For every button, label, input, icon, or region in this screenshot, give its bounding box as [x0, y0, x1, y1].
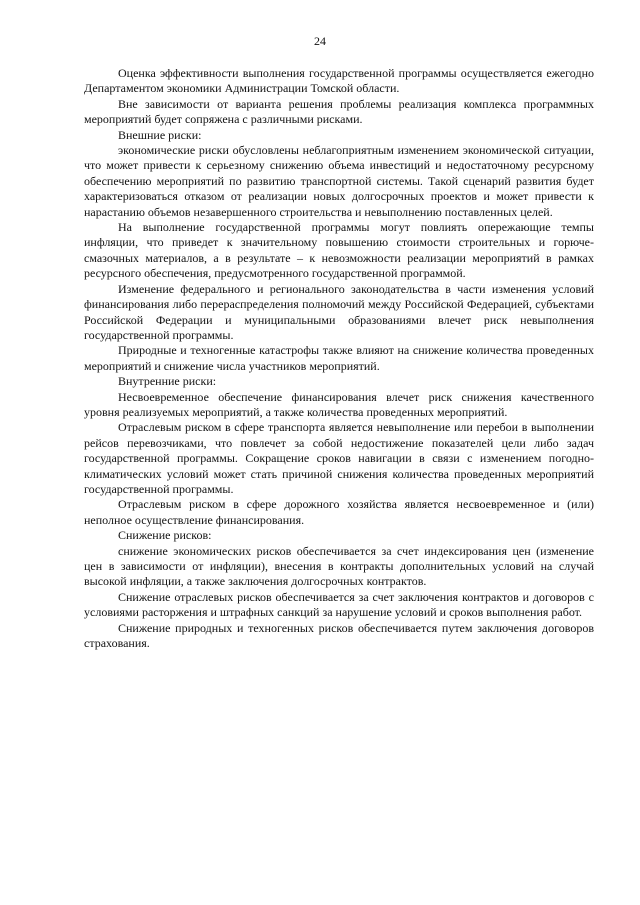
paragraph-sector-reduction: Снижение отраслевых рисков обеспечивается за счет заключения контрактов и договоров с условиями расторжения и штрафных санкций за нарушение условий и сроков выполнения работ. — [84, 589, 594, 620]
paragraph-road-risk: Отраслевым риском в сфере дорожного хозяйства является несвоевременное и (или) неполное осуществление финансирования. — [84, 497, 594, 527]
heading-external-risks: Внешние риски: — [118, 127, 202, 142]
paragraph-natural-reduction: Снижение природных и техногенных рисков обеспечивается путем заключения договоров страхования. — [84, 620, 594, 651]
paragraph-evaluation: Оценка эффективности выполнения государственной программы осуществляется ежегодно Департаментом экономики Администрации Томской области. — [84, 66, 594, 96]
paragraph-inflation: На выполнение государственной программы могут повлиять опережающие темпы инфляции, что приведет к значительному повышению стоимости строительных и горюче-смазочных материалов, а в результате – к невозможности реализации мероприятий в рамках ресурсного обеспечения, предусмотренного государственной программой. — [84, 220, 594, 281]
paragraph-transport-risk: Отраслевым риском в сфере транспорта является невыполнение или перебои в выполнении рейсов перевозчиками, что повлечет за собой недостижение показателей цели либо задач государственной программы. Сокращение сроков навигации в связи с изменением погодно-климатических условий может стать причиной снижения количества проведенных мероприятий государственной программы. — [84, 420, 594, 496]
paragraph-risks-intro: Вне зависимости от варианта решения проблемы реализация комплекса программных мероприятий будет сопряжена с различными рисками. — [84, 96, 594, 127]
heading-internal-risks: Внутренние риски: — [118, 374, 217, 389]
paragraph-disasters: Природные и техногенные катастрофы также влияют на снижение количества проведенных мероприятий и снижение числа участников мероприятий. — [84, 343, 594, 373]
paragraph-economic-risks: экономические риски обусловлены неблагоприятным изменением экономической ситуации, что может привести к серьезному снижению объема инвестиций и недостаточному ресурсному обеспечению мероприятий по развитию транспортной системы. Такой сценарий развития будет характеризоваться отказом от реализации новых долгосрочных проектов и может привести к нарастанию объемов незавершенного строительства и невыполнению поставленных целей. — [84, 143, 594, 219]
heading-risk-reduction: Снижение рисков: — [118, 528, 212, 543]
paragraph-economic-reduction: снижение экономических рисков обеспечивается за счет индексирования цен (изменение цен в зависимости от инфляции), внесения в контракты дополнительных условий на случай высокой инфляции, а также заключения долгосрочных контрактов. — [84, 543, 594, 589]
document-body — [84, 66, 594, 651]
paragraph-financing-delay: Несвоевременное обеспечение финансирования влечет риск снижения качественного уровня реализуемых мероприятий, а также количества проведенных мероприятий. — [84, 389, 594, 419]
page-number: 24 — [314, 34, 326, 48]
paragraph-legislation: Изменение федерального и регионального законодательства в части изменения условий финансирования либо перераспределения полномочий между Российской Федерацией, субъектами Российской Федерации и муниципальными образованиями влечет риск невыполнения государственной программы. — [84, 281, 594, 342]
